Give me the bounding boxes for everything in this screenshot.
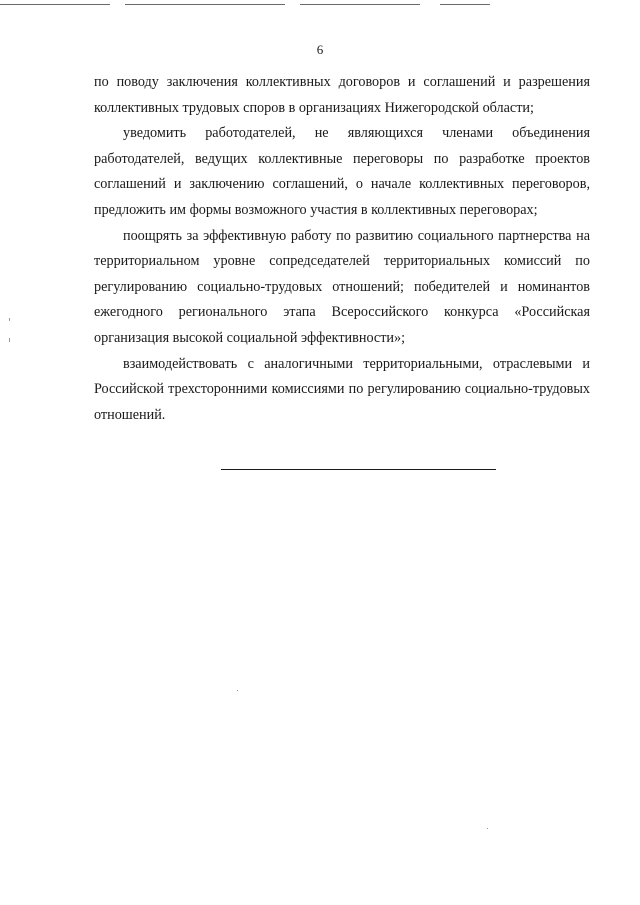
paragraph-notify-employers: уведомить работодателей, не являющихся членами объединения работодателей, ведущих коллективные переговоры по разработке проектов соглашений и заключению соглашений, о начале коллективных переговоров, предложить им формы возможного участия в коллективных переговорах; bbox=[94, 125, 590, 218]
end-separator-line bbox=[221, 469, 496, 470]
scan-speck bbox=[9, 338, 10, 342]
scan-speck bbox=[9, 318, 10, 321]
scan-speck bbox=[487, 828, 488, 829]
paragraph-cooperate: взаимодействовать с аналогичными территориальными, отраслевыми и Российской трехсторонними комиссиями по регулированию социально-трудовых отношений. bbox=[94, 355, 590, 423]
scan-top-edge bbox=[0, 4, 640, 8]
paragraph-encourage: поощрять за эффективную работу по развитию социального партнерства на территориальном уровне сопредседателей территориальных комиссий по регулированию социально-трудовых отношений; победителей и номинантов ежегодного регионального этапа Всероссийского конкурса «Российская организация высокой социальной эффективности»; bbox=[94, 227, 590, 346]
document-body bbox=[94, 70, 590, 428]
scan-speck bbox=[237, 690, 238, 691]
paragraph-continuation: по поводу заключения коллективных договоров и соглашений и разрешения коллективных трудовых споров в организациях Нижегородской области; bbox=[94, 74, 590, 116]
page-number: 6 bbox=[316, 42, 324, 57]
